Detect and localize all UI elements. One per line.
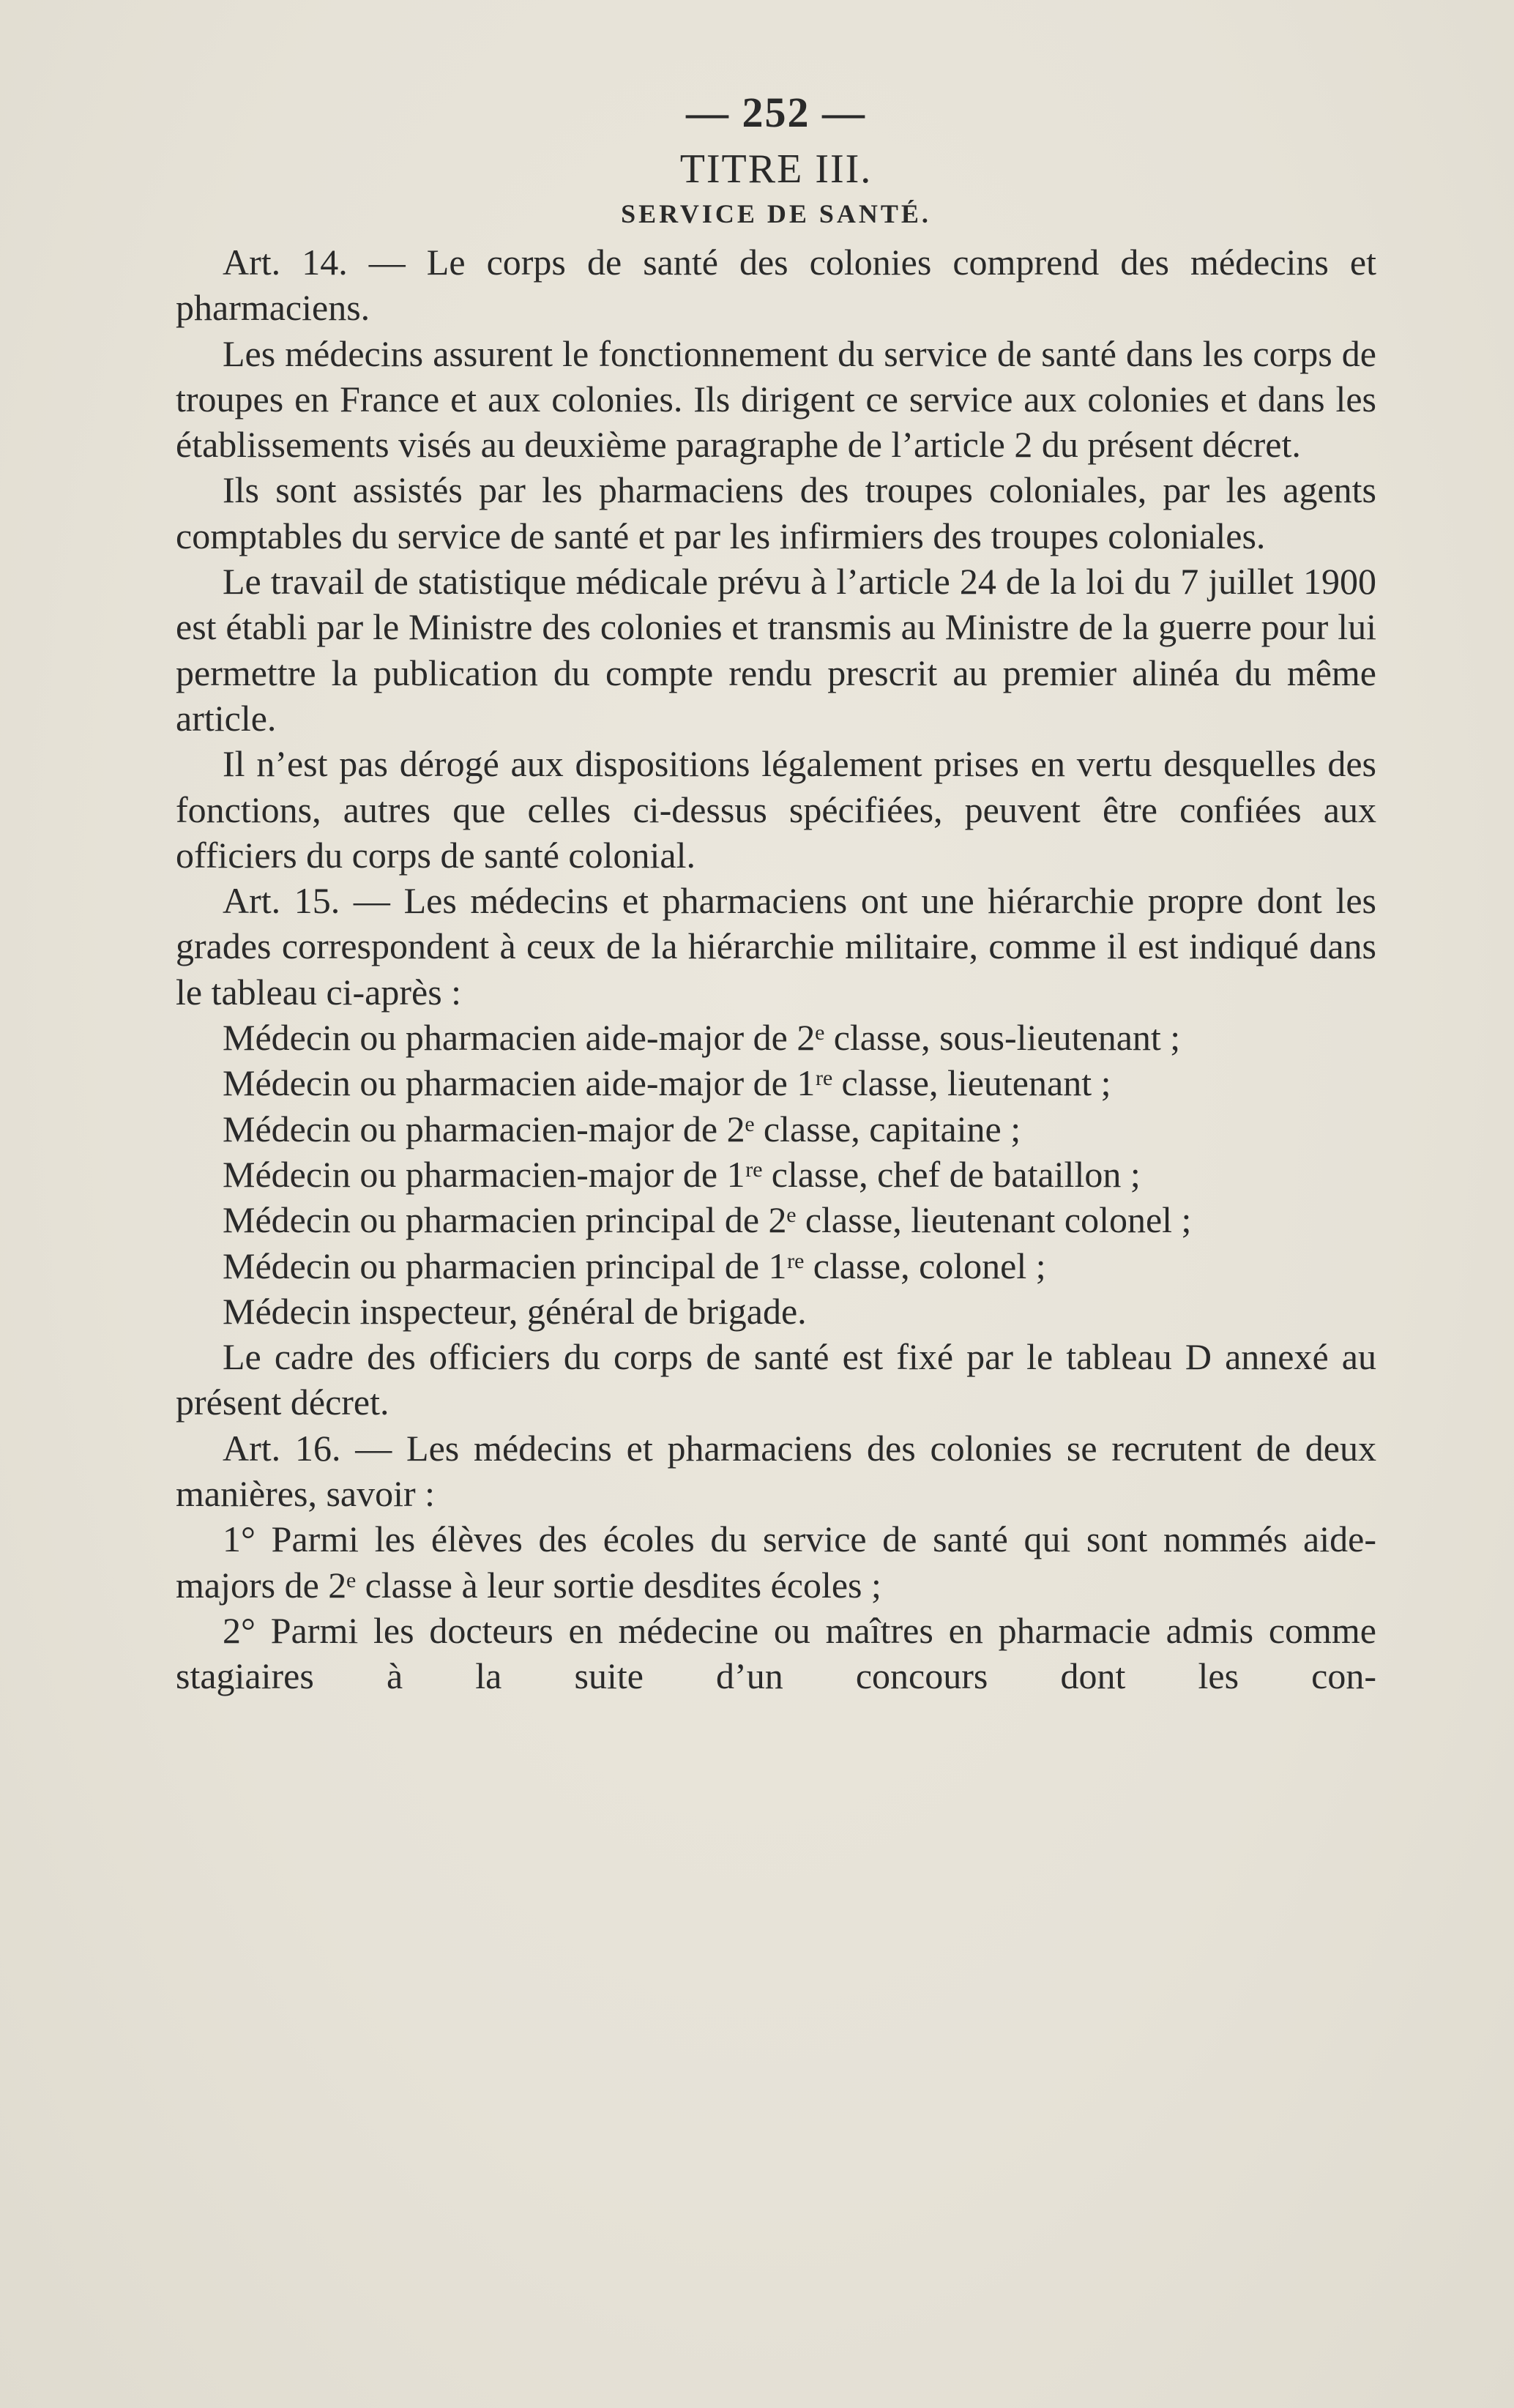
grade-item: Médecin ou pharmacien-major de 2ᵉ classe, capitaine ; bbox=[223, 1108, 1021, 1149]
grade-item: Médecin ou pharmacien principal de 2ᵉ classe, lieutenant colonel ; bbox=[223, 1199, 1192, 1241]
paragraph-art14: Art. 14. — Le corps de santé des colonies comprend des médecins et pharmaciens. bbox=[176, 242, 1376, 329]
paragraph-art16: Art. 16. — Les médecins et pharmaciens des colonies se recrutent de deux manières, savoir : bbox=[176, 1427, 1376, 1515]
text-block bbox=[176, 88, 1376, 1699]
chapter-title: TITRE III. bbox=[679, 146, 873, 192]
grade-item: Médecin ou pharmacien-major de 1ʳᵉ classe, chef de bataillon ; bbox=[223, 1153, 1141, 1195]
paragraph-recrutement-2: 2° Parmi les docteurs en médecine ou maîtres en pharmacie admis comme stagiaires à la suite d’un concours dont les con- bbox=[176, 1609, 1376, 1697]
grade-item: Médecin inspecteur, général de brigade. bbox=[223, 1290, 807, 1332]
paragraph-medecins: Les médecins assurent le fonctionnement du service de santé dans les corps de troupes en France et aux colonies. Ils dirigent ce service aux colonies et dans les établissements visés au deuxième paragraphe de l’article 2 du présent décret. bbox=[176, 332, 1376, 466]
paragraph-assistes: Ils sont assistés par les pharmaciens des troupes coloniales, par les agents comptables du service de santé et par les infirmiers des troupes coloniales. bbox=[176, 469, 1376, 556]
grade-item: Médecin ou pharmacien aide-major de 2ᵉ classe, sous-lieutenant ; bbox=[223, 1017, 1181, 1059]
paragraph-recrutement-1: 1° Parmi les élèves des écoles du service de santé qui sont nommés aide-majors de 2ᵉ classe à leur sortie desdites écoles ; bbox=[176, 1518, 1376, 1606]
paragraph-deroge: Il n’est pas dérogé aux dispositions légalement prises en vertu desquelles des fonctions, autres que celles ci-dessus spécifiées, peuvent être confiées aux officiers du corps de santé colonial. bbox=[176, 743, 1376, 876]
grade-item: Médecin ou pharmacien aide-major de 1ʳᵉ classe, lieutenant ; bbox=[223, 1062, 1111, 1104]
page-number: — 252 — bbox=[686, 89, 866, 136]
paragraph-statistique: Le travail de statistique médicale prévu à l’article 24 de la loi du 7 juillet 1900 est établi par le Ministre des colonies et transmis au Ministre de la guerre pour lui permettre la publication du compte rendu prescrit au premier alinéa du même article. bbox=[176, 561, 1376, 739]
section-heading: SERVICE DE SANTÉ. bbox=[621, 199, 931, 228]
paragraph-cadre: Le cadre des officiers du corps de santé est fixé par le tableau D annexé au présent décret. bbox=[176, 1336, 1376, 1423]
grade-item: Médecin ou pharmacien principal de 1ʳᵉ classe, colonel ; bbox=[223, 1245, 1046, 1286]
paragraph-art15: Art. 15. — Les médecins et pharmaciens ont une hiérarchie propre dont les grades correspondent à ceux de la hiérarchie militaire, comme il est indiqué dans le tableau ci-après : bbox=[176, 880, 1376, 1013]
